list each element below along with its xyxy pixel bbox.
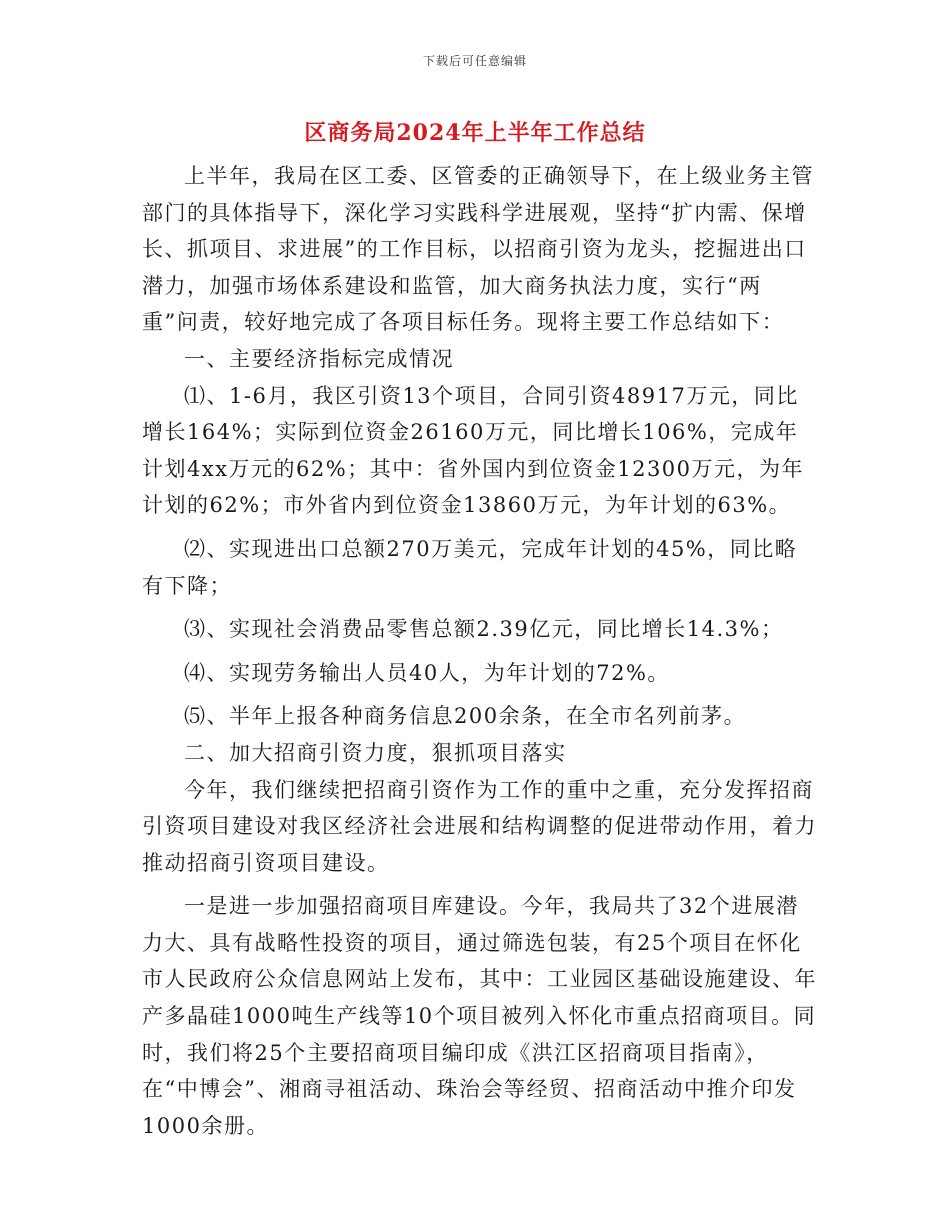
document-title: 区商务局2024年上半年工作总结 <box>304 120 646 146</box>
list-item-2: ⑵、实现进出口总额270万美元，完成年计划的45%，同比略有下降； <box>142 536 798 598</box>
list-item-1: ⑴、1-6月，我区引资13个项目，合同引资48917万元，同比增长164%；实际到位资金26160万元，同比增长106%，完成年计划4xx万元的62%；其中：省外国内到位资金12300万元，为年计划的62%；市外省内到位资金13860万元，为年计划的63%。 <box>142 383 805 518</box>
list-item-4: ⑷、实现劳务输出人员40人，为年计划的72%。 <box>184 660 670 685</box>
list-item-3: ⑶、实现社会消费品零售总额2.39亿元，同比增长14.3%； <box>184 617 784 642</box>
page-header: 下载后可任意编辑 <box>422 54 527 68</box>
paragraph-investment: 今年，我们继续把招商引资作为工作的重中之重，充分发挥招商引资项目建设对我区经济社会进展和结构调整的促进带动作用，着力推动招商引资项目建设。 <box>142 777 817 875</box>
list-item-5: ⑸、半年上报各种商务信息200余条，在全市名列前茅。 <box>184 704 747 729</box>
section-heading-1: 一、主要经济指标完成情况 <box>184 346 454 371</box>
paragraph-intro: 上半年，我局在区工委、区管委的正确领导下，在上级业务主管部门的具体指导下，深化学习实践科学进展观，坚持“扩内需、保增长、抓项目、求进展”的工作目标，以招商引资为龙头，挖掘进出口潜力，加强市场体系建设和监管，加大商务执法力度，实行“两重”问责，较好地完成了各项目标任务。现将主要工作总结如下： <box>142 164 814 335</box>
section-heading-2: 二、加大招商引资力度，狠抓项目落实 <box>184 740 567 765</box>
document-body <box>142 158 818 1144</box>
paragraph-project-library: 一是进一步加强招商项目库建设。今年，我局共了32个进展潜力大、具有战略性投资的项目，通过筛选包装，有25个项目在怀化市人民政府公众信息网站上发布，其中：工业园区基础设施建设、年产多晶硅1000吨生产线等10个项目被列入怀化市重点招商项目。同时，我们将25个主要招商项目编印成《洪江区招商项目指南》，在“中博会”、湘商寻祖活动、珠治会等经贸、招商活动中推介印发1000余册。 <box>142 894 817 1138</box>
